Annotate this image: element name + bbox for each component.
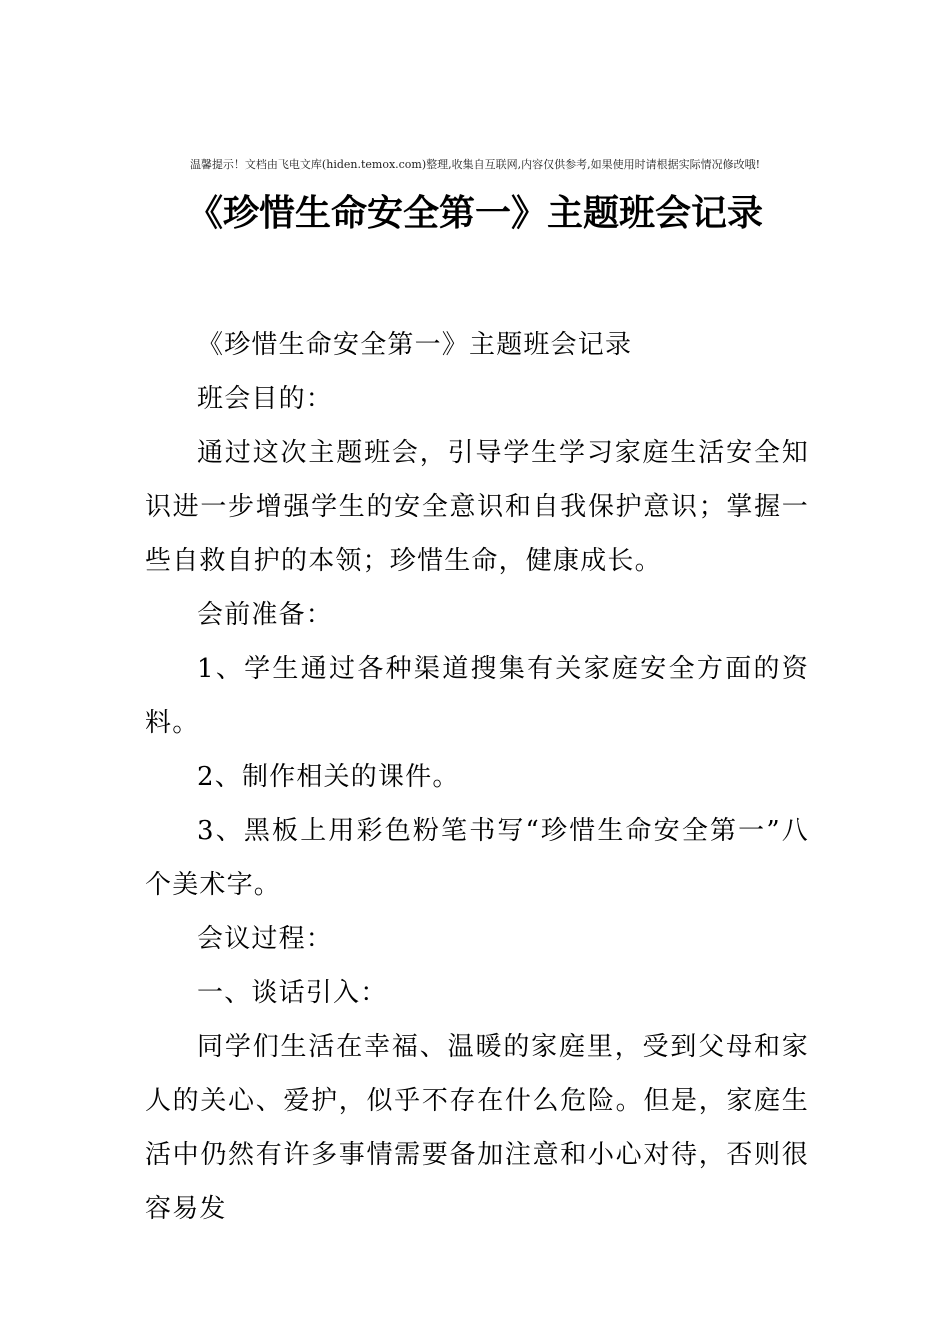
paragraph-introduction: 同学们生活在幸福、温暖的家庭里，受到父母和家人的关心、爱护，似乎不存在什么危险。但是，家庭生活中仍然有许多事情需要备加注意和小心对待，否则很容易发 — [145, 1032, 809, 1224]
paragraph-preparation-heading: 会前准备： — [197, 600, 334, 630]
paragraph-preparation-2: 2、制作相关的课件。 — [197, 762, 460, 792]
paragraph-process-heading: 会议过程： — [197, 924, 334, 954]
paragraph-preparation-1: 1、学生通过各种渠道搜集有关家庭安全方面的资料。 — [145, 654, 809, 738]
paragraph-section-1-heading: 一、谈话引入： — [197, 978, 388, 1008]
document-title: 《珍惜生命安全第一》主题班会记录 — [186, 193, 763, 234]
document-body — [145, 318, 809, 1236]
paragraph-purpose-heading: 班会目的： — [197, 384, 334, 414]
paragraph-subtitle: 《珍惜生命安全第一》主题班会记录 — [197, 330, 633, 360]
header-notice: 温馨提示！文档由飞电文库(hiden.temox.com)整理,收集自互联网,内容仅供参考,如果使用时请根据实际情况修改哦! — [189, 158, 761, 171]
paragraph-purpose: 通过这次主题班会，引导学生学习家庭生活安全知识进一步增强学生的安全意识和自我保护意识；掌握一些自救自护的本领；珍惜生命，健康成长。 — [145, 438, 809, 576]
paragraph-preparation-3: 3、黑板上用彩色粉笔书写“珍惜生命安全第一”八个美术字。 — [145, 816, 809, 900]
